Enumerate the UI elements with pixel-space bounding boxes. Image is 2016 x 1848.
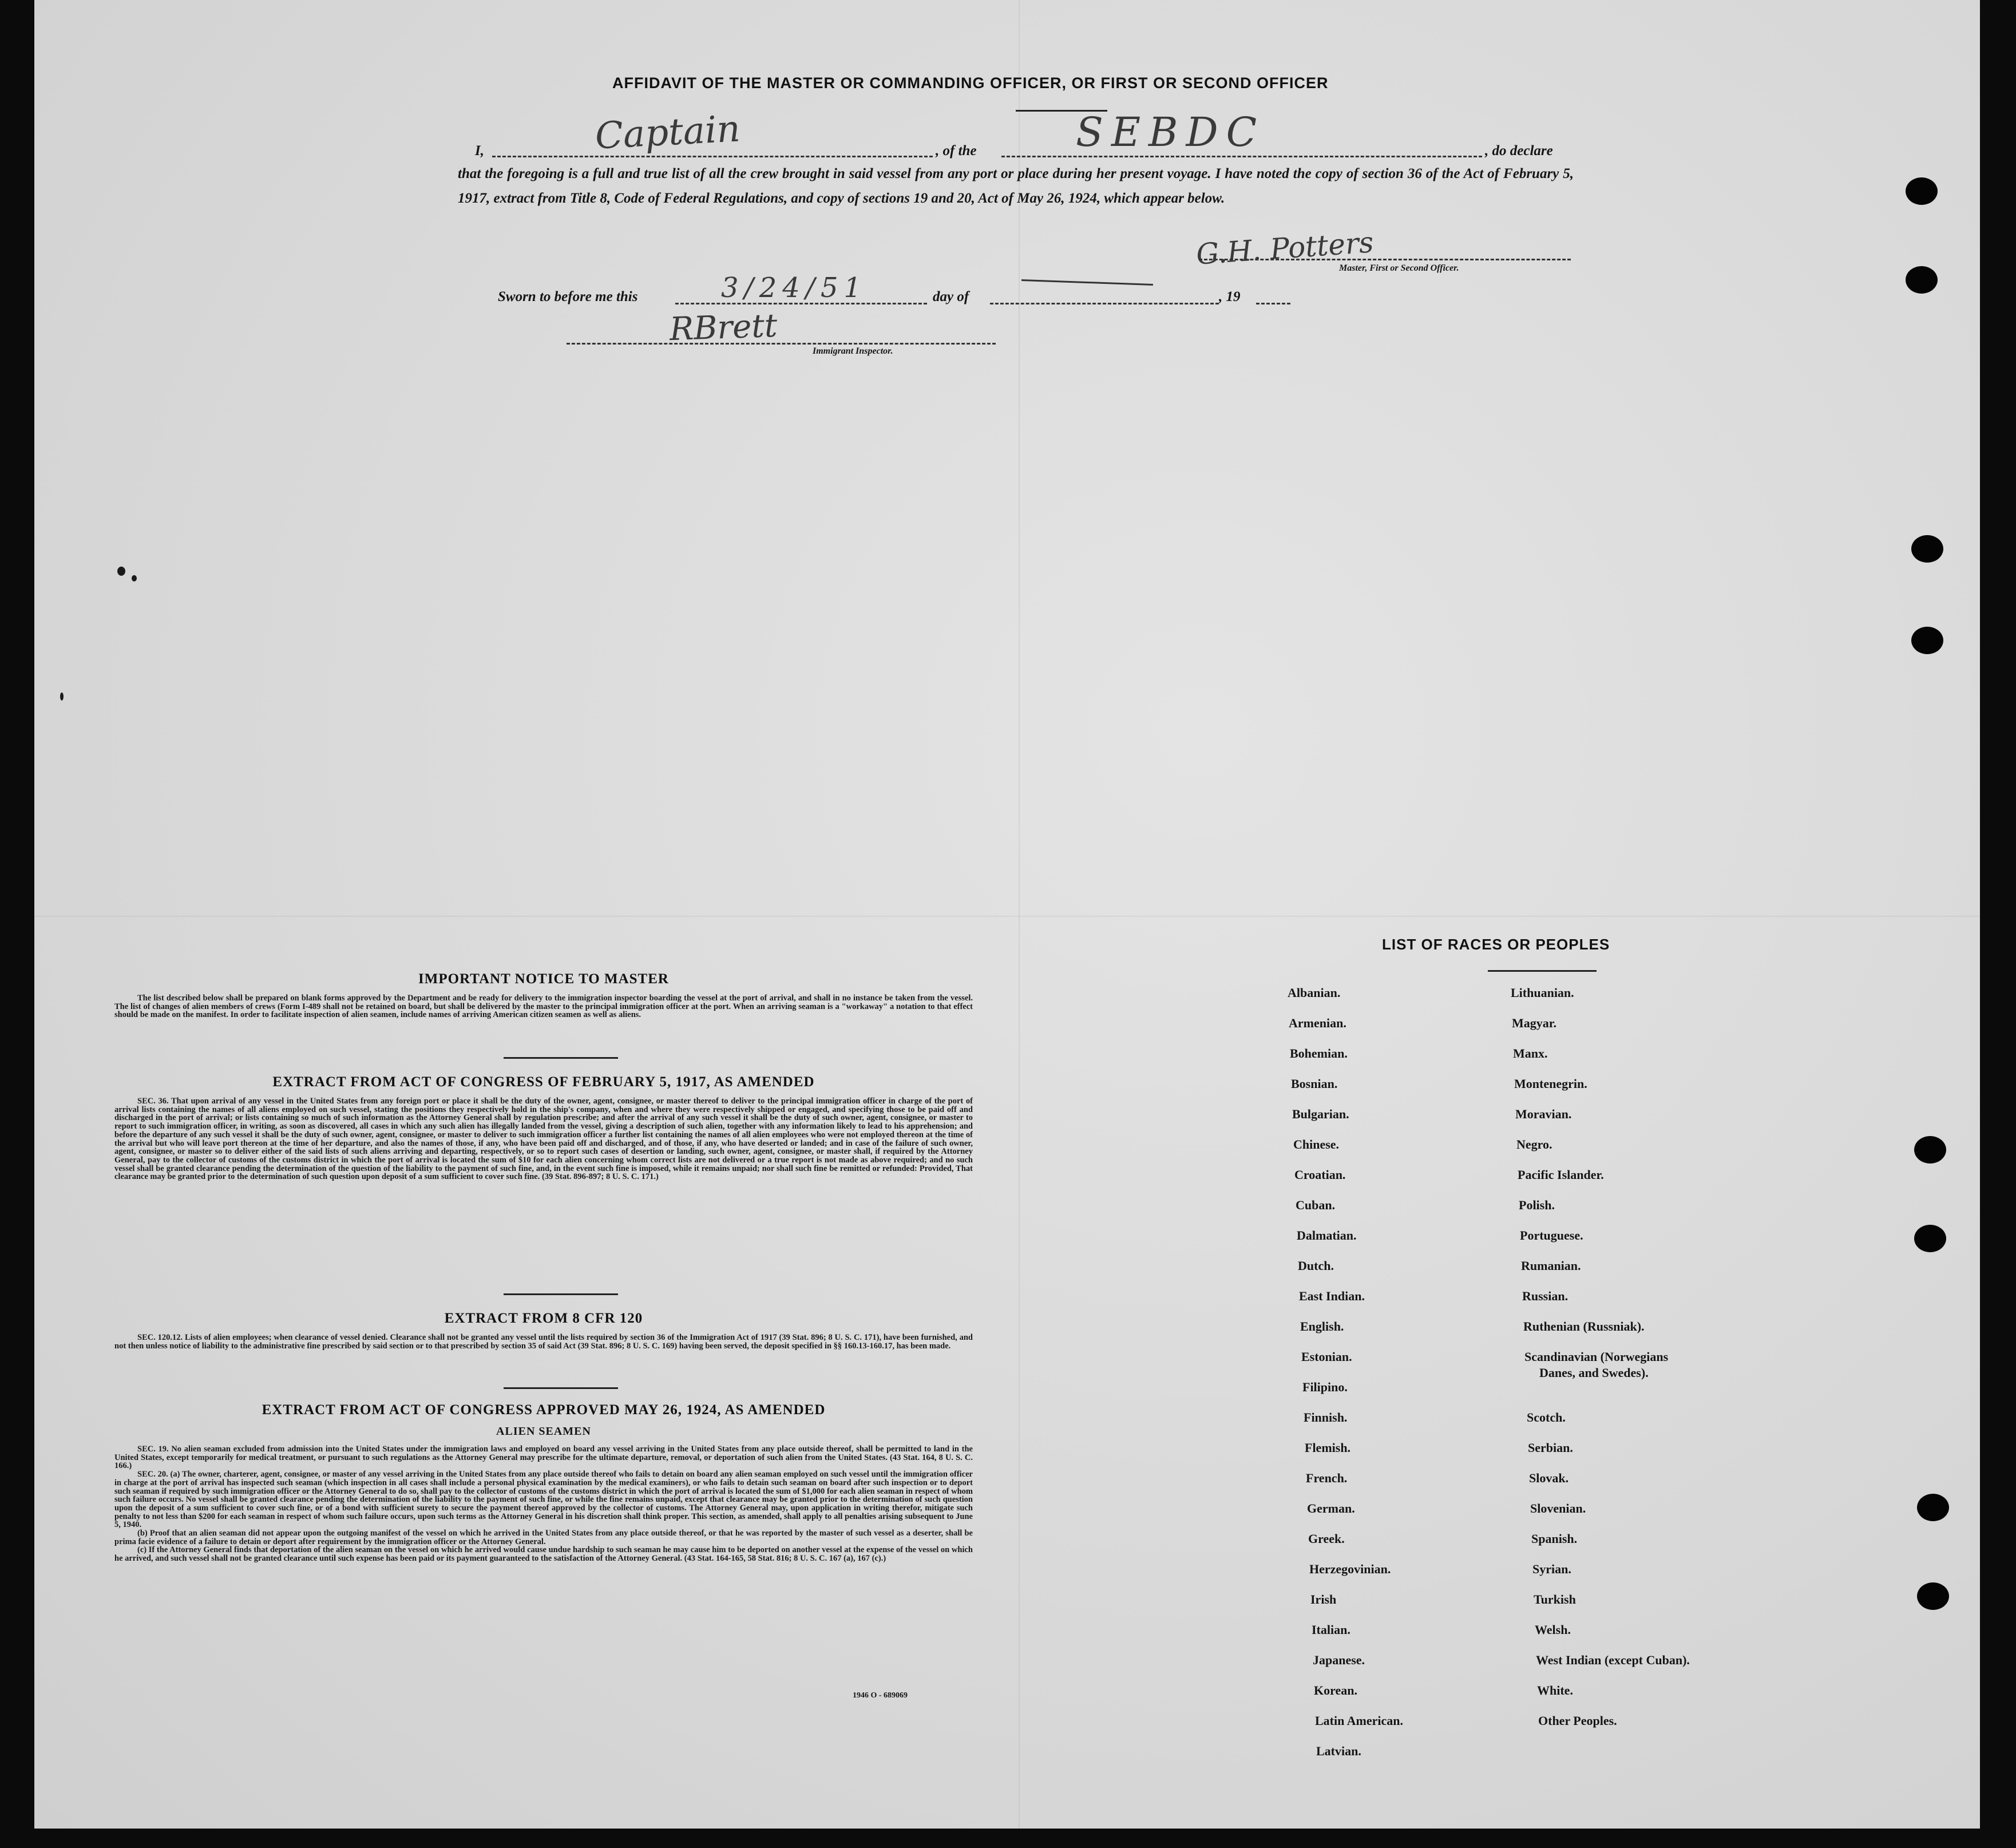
sworn-date-handwritten: 3/24/51 [721, 272, 868, 304]
race-item: Pacific Islander. [1518, 1168, 1604, 1182]
race-item: Japanese. [1313, 1653, 1365, 1667]
race-item: Filipino. [1302, 1380, 1348, 1394]
vessel-name-handwritten: SEBDC [1076, 109, 1265, 156]
race-item: Dalmatian. [1297, 1228, 1357, 1242]
punch-hole [1914, 1225, 1946, 1252]
race-item: Syrian. [1532, 1562, 1571, 1576]
race-item: Estonian. [1301, 1350, 1352, 1364]
month-dash-stroke [1021, 279, 1153, 286]
extract-1917-text [114, 1097, 973, 1181]
fold-line-vertical [1019, 0, 1020, 1829]
punch-hole [1914, 1136, 1946, 1164]
race-item: Spanish. [1531, 1532, 1578, 1546]
month-line [990, 302, 1219, 304]
punch-hole [1917, 1582, 1949, 1610]
race-item: Latin American. [1315, 1714, 1403, 1728]
race-item: Rumanian. [1521, 1259, 1581, 1273]
punch-hole [1906, 177, 1938, 205]
signature-line [1199, 258, 1571, 260]
race-item: Serbian. [1528, 1441, 1573, 1455]
extract-1924-text [114, 1445, 973, 1563]
extract-1924-subtitle: ALIEN SEAMEN [496, 1425, 591, 1438]
race-item: English. [1300, 1319, 1344, 1333]
extract-1917-title: EXTRACT FROM ACT OF CONGRESS OF FEBRUARY 5, 1917, AS AMENDED [272, 1074, 815, 1090]
race-item: Bohemian. [1290, 1046, 1348, 1060]
signature-caption: Master, First or Second Officer. [1339, 263, 1459, 273]
punch-hole [1906, 266, 1938, 294]
race-item: Welsh. [1535, 1623, 1571, 1637]
races-title: LIST OF RACES OR PEOPLES [1382, 936, 1610, 953]
race-item: Polish. [1519, 1198, 1555, 1212]
notice-paragraph: The list described below shall be prepared on blank forms approved by the Department and be ready for delivery to the immigration inspector boarding the vessel at the port of arrival, and shall in no instance be taken from the vessel. The list of changes of alien members of crews (Form I-489 shall not be retained on board, but shall be delivered by the master to the principal immigration officer at the port. When an arriving seaman is a "workaway" a notation to that effect should be made on the manifest. In order to facilitate inspection of alien seamen, include names of arriving American citizen seamen as well as aliens. [114, 994, 973, 1020]
section-divider [504, 1387, 618, 1389]
notice-title: IMPORTANT NOTICE TO MASTER [418, 971, 669, 987]
race-item: Finnish. [1304, 1410, 1348, 1424]
punch-hole [1911, 535, 1943, 563]
race-item: Armenian. [1289, 1016, 1346, 1030]
race-item: Flemish. [1305, 1441, 1351, 1455]
day-of-label: day of [933, 289, 969, 304]
speck [117, 567, 125, 576]
race-item: Bosnian. [1291, 1077, 1338, 1091]
sec-20c-paragraph: (c) If the Attorney General finds that deportation of the alien seaman on the vessel on which he arrived would cause undue hardship to such seaman he may cause him to be deported on another vessel at the expense of the vessel on which he arrived, and such vessel shall not be granted clearance until such expense has been paid or its payment guaranteed to the satisfaction of the Attorney General. (43 Stat. 164-165, 58 Stat. 816; 8 U. S. C. 167 (a), 167 (c).) [114, 1545, 973, 1564]
race-item: Russian. [1522, 1289, 1569, 1303]
inspector-caption: Immigrant Inspector. [813, 346, 893, 356]
notice-text [114, 994, 973, 1019]
race-item: Danes, and Swedes). [1539, 1366, 1649, 1380]
speck [60, 692, 64, 701]
race-item: White. [1537, 1683, 1573, 1697]
race-item: German. [1307, 1501, 1355, 1515]
extract-cfr-title: EXTRACT FROM 8 CFR 120 [444, 1311, 643, 1326]
inspector-line [567, 342, 996, 345]
sec-19-paragraph: SEC. 19. No alien seaman excluded from admission into the United States under the immigration laws and employed on board any vessel arriving in the United States from any place outside thereof, shall be permitted to land in the United States, except temporarily for medical treatment, or pursuant to such regulations as the Attorney General may prescribe for the ultimate departure, removal, or deportation of such alien from the United States. (43 Stat. 164, 8 U. S. C. 166.) [114, 1445, 973, 1471]
race-item: Manx. [1513, 1046, 1548, 1060]
race-item: Magyar. [1512, 1016, 1557, 1030]
race-item: Portuguese. [1520, 1228, 1583, 1242]
race-item: Bulgarian. [1292, 1107, 1349, 1121]
race-item: Cuban. [1296, 1198, 1336, 1212]
year-line [1256, 302, 1290, 304]
race-item: Korean. [1314, 1683, 1357, 1697]
section-divider [504, 1293, 618, 1295]
form-page [34, 0, 1980, 1829]
race-item: East Indian. [1299, 1289, 1365, 1303]
race-item: French. [1306, 1471, 1348, 1485]
race-item: Albanian. [1288, 986, 1341, 1000]
race-item: Slovak. [1529, 1471, 1569, 1485]
race-item: Scotch. [1527, 1410, 1566, 1424]
speck [132, 575, 137, 581]
race-item: Herzegovinian. [1309, 1562, 1391, 1576]
race-item: Slovenian. [1530, 1501, 1586, 1515]
section-divider [504, 1057, 618, 1059]
race-item: Montenegrin. [1514, 1077, 1587, 1091]
race-item: Italian. [1312, 1623, 1350, 1637]
officer-name-handwritten: Captain [594, 108, 742, 158]
sworn-label: Sworn to before me this [498, 289, 638, 304]
race-item: Irish [1310, 1592, 1337, 1606]
race-item: Moravian. [1515, 1107, 1572, 1121]
race-item: Scandinavian (Norwegians [1524, 1350, 1669, 1364]
race-item: Turkish [1534, 1592, 1576, 1606]
extract-cfr-text [114, 1333, 973, 1350]
race-item: Lithuanian. [1511, 986, 1574, 1000]
race-item: Other Peoples. [1538, 1714, 1617, 1728]
race-item: Latvian. [1316, 1744, 1361, 1758]
race-item: Negro. [1516, 1137, 1552, 1151]
race-item: Chinese. [1293, 1137, 1340, 1151]
race-item: Croatian. [1294, 1168, 1346, 1182]
race-item: West Indian (except Cuban). [1536, 1653, 1690, 1667]
fold-line-horizontal [34, 916, 1980, 917]
races-title-underline [1488, 970, 1597, 972]
i-label: I, [475, 143, 484, 159]
sec-20b-paragraph: (b) Proof that an alien seaman did not appear upon the outgoing manifest of the vessel on which he arrived in the United States from any place outside thereof, or that he was reported by the master of such vessel as a deserter, shall be prima facie evidence of a failure to detain or deport after requirement by the immigration officer or the Attorney General. [114, 1529, 973, 1546]
race-item: Greek. [1308, 1532, 1345, 1546]
punch-hole [1917, 1494, 1949, 1521]
race-item: Ruthenian (Russniak). [1523, 1319, 1645, 1333]
of-the-label: , of the [936, 143, 977, 159]
extract-1924-title: EXTRACT FROM ACT OF CONGRESS APPROVED MAY 26, 1924, AS AMENDED [262, 1402, 826, 1418]
affidavit-body: that the foregoing is a full and true list of all the crew brought in said vessel from any port or place during her present voyage. I have noted the copy of section 36 of the Act of February 5, 1917, extract from Title 8, Code of Federal Regulations, and copy of sections 19 and 20, Act of May 26, 1924, which appear below. [458, 166, 1574, 206]
officer-signature-handwritten: G.H. Potters [1195, 225, 1375, 271]
sec-20a-paragraph: SEC. 20. (a) The owner, charterer, agent, consignee, or master of any vessel arriving in the United States from any place outside thereof who fails to detain on board any alien seaman employed on such vessel until the immigration officer in charge at the port of arrival has inspected such seaman (which inspection in all cases shall include a personal physical examination by the medical examiners), or who fails to detain such seaman on board after such inspection or to deport such seaman if required by such immigration officer or the Attorney General to do so, shall pay to the collector of customs of the customs district in which the port of arrival is located the sum of $1,000 for each alien seaman in respect of whom such failure occurs. No vessel shall be granted clearance pending the determination of the liability to the payment of such fine, or while the fine remains unpaid, except that clearance may be granted prior to the determination of such question upon the deposit of a sum sufficient to cover such fine, or of a bond with sufficient surety to secure the payment thereof approved by the collector of customs. The Attorney General may, upon application in writing therefor, mitigate such penalty to not less than $200 for each seaman in respect of whom such failure occurs, upon such terms as the Attorney General in his discretion shall think proper. This section, as amended, shall apply to all penalties arising subsequent to June 5, 1940. [114, 1470, 973, 1530]
inspector-signature-handwritten: RBrett [668, 307, 778, 349]
officer-name-line [492, 155, 933, 157]
punch-hole [1911, 627, 1943, 654]
year-label: , 19 [1219, 289, 1241, 304]
extract-1917-paragraph: SEC. 36. That upon arrival of any vessel in the United States from any foreign port or place it shall be the duty of the owner, agent, consignee, or master thereof to deliver to the principal immigration officer in charge of the port of arrival lists containing the names of all aliens employed on such vessel, stating the positions they respectively hold in the ship's company, when and where they were respectively shipped or engaged, and specifying those to be paid off and discharged in the port of arrival; or lists containing so much of such information as the Attorney General shall by regulation prescribe; and after the arrival of any such vessel it shall be the duty of such owner, agent, consignee, or master to report to such immigration officer, in writing, as soon as discovered, all cases in which any such alien has illegally landed from the vessel, giving a description of such alien, together with any information likely to lead to his apprehension; and before the departure of any such vessel it shall be the duty of such owner, agent, consignee, or master to deliver to such immigration officer a further list containing the names of all alien employees who were not employed thereon at the time of the arrival but who will leave port thereon at the time of her departure, and also the names of those, if any, who have been paid off and discharged, and of those, if any, who have deserted or landed; and in case of the failure of such owner, agent, consignee, or master so to deliver either of the said lists of such aliens arriving and departing, respectively, or so to report such cases of desertion or landing, such owner, agent, consignee, or master shall, if required by the Attorney General, pay to the collector of customs of the customs district in which the port of arrival is located the sum of $10 for each alien concerning whom correct lists are not delivered or a true report is not made as above required; and no such vessel shall be granted clearance pending the determination of the question of the liability to the payment of such fine, and, in the event such fine is imposed, while it remains unpaid; nor shall such fine be remitted or refunded: Provided, That clearance may be granted prior to the determination of such question upon deposit of a sum sufficient to cover such fine. (39 Stat. 896-897; 8 U. S. C. 171.) [114, 1097, 973, 1182]
affidavit-title: AFFIDAVIT OF THE MASTER OR COMMANDING OFFICER, OR FIRST OR SECOND OFFICER [612, 74, 1329, 92]
do-declare-label: , do declare [1485, 143, 1553, 159]
extract-cfr-paragraph: SEC. 120.12. Lists of alien employees; when clearance of vessel denied. Clearance shall not be granted any vessel until the lists required by section 36 of the Immigration Act of 1917 (39 Stat. 896; 8 U. S. C. 171), have been furnished, and not then unless notice of liability to the administrative fine prescribed by said section or to that prescribed by section 35 of said Act (39 Stat. 896; 8 U. S. C. 169) having been served, the deposit specified in §§ 160.13-160.17, has been made. [114, 1333, 973, 1351]
race-item: Dutch. [1298, 1259, 1334, 1273]
print-code: 1946 O - 689069 [853, 1691, 908, 1700]
